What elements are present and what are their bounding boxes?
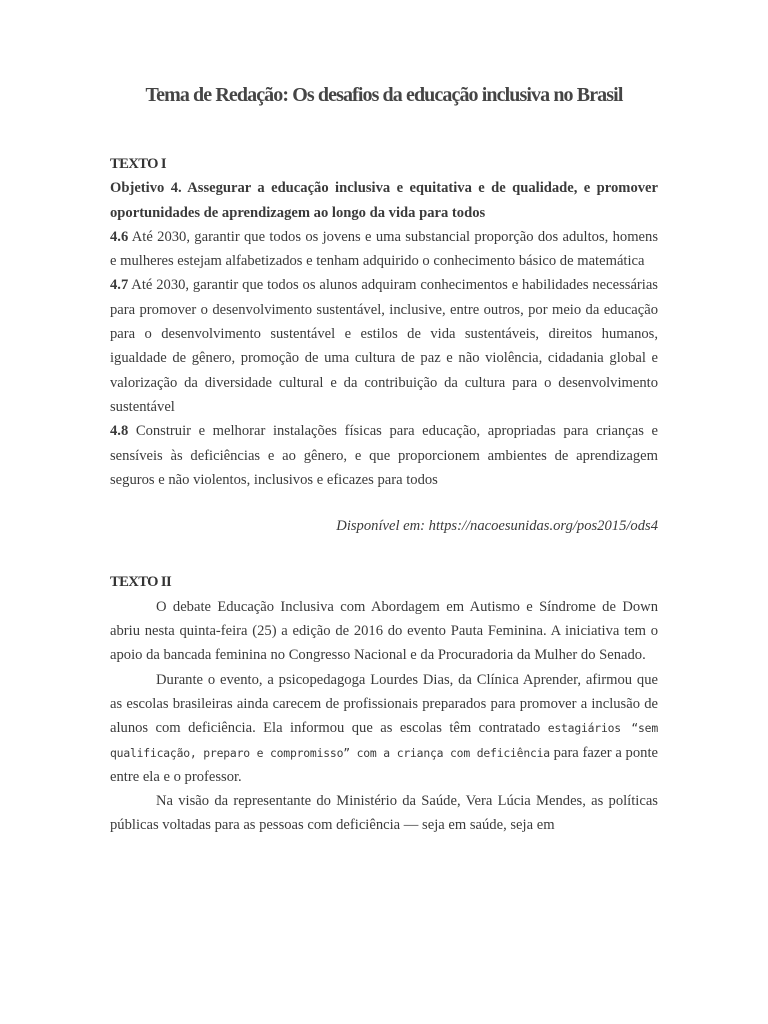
section-spacer [110, 538, 658, 570]
page-title: Tema de Redação: Os desafios da educação inclusiva no Brasil [145, 84, 623, 106]
objective-statement: Objetivo 4. Assegurar a educação inclusiva e equitativa e de qualidade, e promover oportunidades de aprendizagem ao longo da vida para todos [110, 180, 658, 221]
paragraph-1: O debate Educação Inclusiva com Abordagem em Autismo e Síndrome de Down abriu nesta quinta-feira (25) a edição de 2016 do evento Pauta Feminina. A iniciativa tem o apoio da bancada feminina no Congresso Nacional e da Procuradoria da Mulher do Senado. [110, 598, 658, 664]
texto-2-label: TEXTO II [110, 574, 172, 591]
target-4-8 [110, 419, 658, 492]
paragraph-2 [110, 668, 658, 789]
paragraph-2-start: Durante o evento, a psicopedagoga Lourdes Dias, da Clínica Aprender, afirmou que as escolas brasileiras ainda carecem de profissionais preparados para promover a inclusão de alunos com deficiência. Ela informou que as escolas têm contratado [110, 671, 658, 737]
target-number: 4.7 [110, 277, 129, 294]
paragraph-3: Na visão da representante do Ministério da Saúde, Vera Lúcia Mendes, as políticas públicas voltadas para as pessoas com deficiência — seja em saúde, seja em [110, 793, 658, 834]
target-number: 4.6 [110, 228, 129, 245]
target-text: Até 2030, garantir que todos os alunos adquiram conhecimentos e habilidades necessárias para promover o desenvolvimento sustentável, inclusive, entre outros, por meio da educação para o desenvolvimento sustentável e estilos de vida sustentáveis, direitos humanos, igualdade de gênero, promoção de uma cultura de paz e não violência, cidadania global e valorização da diversidade cultural e da contribuição da cultura para o desenvolvimento sustentável [110, 277, 658, 415]
source-citation: Disponível em: https://nacoesunidas.org/pos2015/ods4 [336, 518, 658, 535]
document-body [110, 152, 658, 838]
target-text: Construir e melhorar instalações físicas para educação, apropriadas para crianças e sensíveis às deficiências e ao gênero, e que proporcionem ambientes de aprendizagem seguros e não violentos, inclusivos e eficazes para todos [110, 423, 658, 488]
target-number: 4.8 [110, 423, 129, 440]
texto-1-label: TEXTO I [110, 156, 166, 172]
target-4-7 [110, 273, 658, 419]
target-4-6 [110, 225, 658, 274]
paragraph-2-end: para fazer a ponte entre ela e o professor. [110, 744, 658, 785]
target-text: Até 2030, garantir que todos os jovens e uma substancial proporção dos adultos, homens e mulheres estejam alfabetizados e tenham adquirido o conhecimento básico de matemática [110, 228, 658, 270]
paragraph-2-quote: estagiários “sem qualificação, preparo e compromisso” com a criança com deficiência [110, 721, 658, 760]
